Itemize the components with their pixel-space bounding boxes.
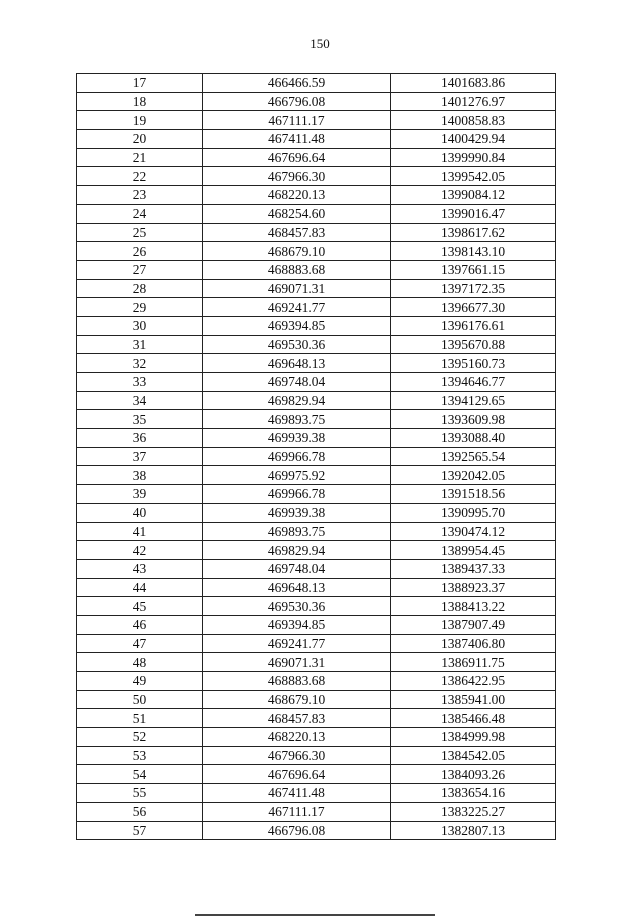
y-coordinate-cell: 1399084.12 <box>391 186 556 205</box>
y-coordinate-cell: 1401683.86 <box>391 74 556 93</box>
x-coordinate-cell: 468679.10 <box>203 690 391 709</box>
y-coordinate-cell: 1400858.83 <box>391 111 556 130</box>
table-row <box>77 242 556 261</box>
point-number-cell: 57 <box>77 821 203 840</box>
y-coordinate-cell: 1384999.98 <box>391 728 556 747</box>
point-number-cell: 19 <box>77 111 203 130</box>
x-coordinate-cell: 466466.59 <box>203 74 391 93</box>
y-coordinate-cell: 1399016.47 <box>391 204 556 223</box>
table-row <box>77 204 556 223</box>
x-coordinate-cell: 469893.75 <box>203 410 391 429</box>
point-number-cell: 26 <box>77 242 203 261</box>
point-number-cell: 32 <box>77 354 203 373</box>
table-row <box>77 279 556 298</box>
point-number-cell: 52 <box>77 728 203 747</box>
y-coordinate-cell: 1393088.40 <box>391 429 556 448</box>
y-coordinate-cell: 1400429.94 <box>391 130 556 149</box>
x-coordinate-cell: 467111.17 <box>203 111 391 130</box>
y-coordinate-cell: 1386911.75 <box>391 653 556 672</box>
y-coordinate-cell: 1399542.05 <box>391 167 556 186</box>
point-number-cell: 39 <box>77 485 203 504</box>
x-coordinate-cell: 469966.78 <box>203 485 391 504</box>
x-coordinate-cell: 467696.64 <box>203 148 391 167</box>
x-coordinate-cell: 467966.30 <box>203 746 391 765</box>
table-row <box>77 559 556 578</box>
point-number-cell: 28 <box>77 279 203 298</box>
y-coordinate-cell: 1386422.95 <box>391 672 556 691</box>
table-row <box>77 522 556 541</box>
point-number-cell: 31 <box>77 335 203 354</box>
point-number-cell: 38 <box>77 466 203 485</box>
y-coordinate-cell: 1392565.54 <box>391 447 556 466</box>
x-coordinate-cell: 467696.64 <box>203 765 391 784</box>
y-coordinate-cell: 1390474.12 <box>391 522 556 541</box>
x-coordinate-cell: 469975.92 <box>203 466 391 485</box>
table-row <box>77 672 556 691</box>
y-coordinate-cell: 1401276.97 <box>391 92 556 111</box>
point-number-cell: 30 <box>77 316 203 335</box>
table-row <box>77 728 556 747</box>
table-row <box>77 634 556 653</box>
table-row <box>77 92 556 111</box>
table-row <box>77 316 556 335</box>
scan-edge-line <box>195 914 435 916</box>
y-coordinate-cell: 1387907.49 <box>391 615 556 634</box>
point-number-cell: 51 <box>77 709 203 728</box>
point-number-cell: 55 <box>77 784 203 803</box>
x-coordinate-cell: 469939.38 <box>203 503 391 522</box>
table-row <box>77 373 556 392</box>
y-coordinate-cell: 1389437.33 <box>391 559 556 578</box>
y-coordinate-cell: 1390995.70 <box>391 503 556 522</box>
x-coordinate-cell: 468457.83 <box>203 709 391 728</box>
x-coordinate-cell: 469394.85 <box>203 615 391 634</box>
x-coordinate-cell: 468457.83 <box>203 223 391 242</box>
table-row <box>77 784 556 803</box>
table-row <box>77 429 556 448</box>
coordinate-table-body <box>77 74 556 840</box>
coordinate-table <box>76 73 556 840</box>
table-row <box>77 709 556 728</box>
x-coordinate-cell: 467411.48 <box>203 130 391 149</box>
x-coordinate-cell: 469530.36 <box>203 597 391 616</box>
table-row <box>77 111 556 130</box>
table-row <box>77 597 556 616</box>
point-number-cell: 21 <box>77 148 203 167</box>
point-number-cell: 42 <box>77 541 203 560</box>
table-row <box>77 765 556 784</box>
y-coordinate-cell: 1396176.61 <box>391 316 556 335</box>
point-number-cell: 56 <box>77 802 203 821</box>
point-number-cell: 46 <box>77 615 203 634</box>
table-row <box>77 74 556 93</box>
x-coordinate-cell: 468254.60 <box>203 204 391 223</box>
point-number-cell: 47 <box>77 634 203 653</box>
x-coordinate-cell: 468883.68 <box>203 672 391 691</box>
point-number-cell: 54 <box>77 765 203 784</box>
table-row <box>77 167 556 186</box>
point-number-cell: 40 <box>77 503 203 522</box>
point-number-cell: 37 <box>77 447 203 466</box>
y-coordinate-cell: 1399990.84 <box>391 148 556 167</box>
y-coordinate-cell: 1391518.56 <box>391 485 556 504</box>
y-coordinate-cell: 1388413.22 <box>391 597 556 616</box>
table-row <box>77 690 556 709</box>
point-number-cell: 25 <box>77 223 203 242</box>
point-number-cell: 49 <box>77 672 203 691</box>
y-coordinate-cell: 1382807.13 <box>391 821 556 840</box>
x-coordinate-cell: 469829.94 <box>203 541 391 560</box>
x-coordinate-cell: 467111.17 <box>203 802 391 821</box>
y-coordinate-cell: 1397661.15 <box>391 260 556 279</box>
table-row <box>77 148 556 167</box>
point-number-cell: 44 <box>77 578 203 597</box>
x-coordinate-cell: 469648.13 <box>203 354 391 373</box>
y-coordinate-cell: 1383225.27 <box>391 802 556 821</box>
y-coordinate-cell: 1389954.45 <box>391 541 556 560</box>
point-number-cell: 48 <box>77 653 203 672</box>
x-coordinate-cell: 468883.68 <box>203 260 391 279</box>
y-coordinate-cell: 1398143.10 <box>391 242 556 261</box>
point-number-cell: 50 <box>77 690 203 709</box>
point-number-cell: 27 <box>77 260 203 279</box>
table-row <box>77 615 556 634</box>
point-number-cell: 17 <box>77 74 203 93</box>
point-number-cell: 36 <box>77 429 203 448</box>
y-coordinate-cell: 1392042.05 <box>391 466 556 485</box>
point-number-cell: 29 <box>77 298 203 317</box>
x-coordinate-cell: 469071.31 <box>203 653 391 672</box>
page-number: 150 <box>310 36 330 51</box>
point-number-cell: 18 <box>77 92 203 111</box>
y-coordinate-cell: 1384093.26 <box>391 765 556 784</box>
y-coordinate-cell: 1396677.30 <box>391 298 556 317</box>
table-row <box>77 485 556 504</box>
point-number-cell: 45 <box>77 597 203 616</box>
y-coordinate-cell: 1385466.48 <box>391 709 556 728</box>
y-coordinate-cell: 1384542.05 <box>391 746 556 765</box>
x-coordinate-cell: 469829.94 <box>203 391 391 410</box>
x-coordinate-cell: 469530.36 <box>203 335 391 354</box>
x-coordinate-cell: 469241.77 <box>203 298 391 317</box>
x-coordinate-cell: 468220.13 <box>203 186 391 205</box>
y-coordinate-cell: 1395160.73 <box>391 354 556 373</box>
table-row <box>77 821 556 840</box>
y-coordinate-cell: 1387406.80 <box>391 634 556 653</box>
x-coordinate-cell: 466796.08 <box>203 821 391 840</box>
x-coordinate-cell: 467966.30 <box>203 167 391 186</box>
point-number-cell: 33 <box>77 373 203 392</box>
y-coordinate-cell: 1395670.88 <box>391 335 556 354</box>
table-row <box>77 447 556 466</box>
table-row <box>77 335 556 354</box>
point-number-cell: 43 <box>77 559 203 578</box>
point-number-cell: 22 <box>77 167 203 186</box>
y-coordinate-cell: 1385941.00 <box>391 690 556 709</box>
table-row <box>77 746 556 765</box>
table-row <box>77 503 556 522</box>
table-row <box>77 130 556 149</box>
point-number-cell: 20 <box>77 130 203 149</box>
point-number-cell: 41 <box>77 522 203 541</box>
table-row <box>77 466 556 485</box>
table-row <box>77 802 556 821</box>
x-coordinate-cell: 469893.75 <box>203 522 391 541</box>
table-row <box>77 298 556 317</box>
x-coordinate-cell: 469241.77 <box>203 634 391 653</box>
table-row <box>77 223 556 242</box>
point-number-cell: 24 <box>77 204 203 223</box>
x-coordinate-cell: 466796.08 <box>203 92 391 111</box>
point-number-cell: 53 <box>77 746 203 765</box>
x-coordinate-cell: 469394.85 <box>203 316 391 335</box>
x-coordinate-cell: 469748.04 <box>203 559 391 578</box>
y-coordinate-cell: 1388923.37 <box>391 578 556 597</box>
point-number-cell: 34 <box>77 391 203 410</box>
table-row <box>77 354 556 373</box>
y-coordinate-cell: 1397172.35 <box>391 279 556 298</box>
x-coordinate-cell: 469648.13 <box>203 578 391 597</box>
y-coordinate-cell: 1383654.16 <box>391 784 556 803</box>
table-row <box>77 653 556 672</box>
table-row <box>77 391 556 410</box>
table-row <box>77 541 556 560</box>
x-coordinate-cell: 469748.04 <box>203 373 391 392</box>
y-coordinate-cell: 1394646.77 <box>391 373 556 392</box>
y-coordinate-cell: 1394129.65 <box>391 391 556 410</box>
table-row <box>77 578 556 597</box>
point-number-cell: 35 <box>77 410 203 429</box>
x-coordinate-cell: 468679.10 <box>203 242 391 261</box>
table-row <box>77 186 556 205</box>
x-coordinate-cell: 468220.13 <box>203 728 391 747</box>
table-row <box>77 410 556 429</box>
y-coordinate-cell: 1398617.62 <box>391 223 556 242</box>
x-coordinate-cell: 467411.48 <box>203 784 391 803</box>
x-coordinate-cell: 469966.78 <box>203 447 391 466</box>
y-coordinate-cell: 1393609.98 <box>391 410 556 429</box>
x-coordinate-cell: 469071.31 <box>203 279 391 298</box>
point-number-cell: 23 <box>77 186 203 205</box>
table-row <box>77 260 556 279</box>
x-coordinate-cell: 469939.38 <box>203 429 391 448</box>
